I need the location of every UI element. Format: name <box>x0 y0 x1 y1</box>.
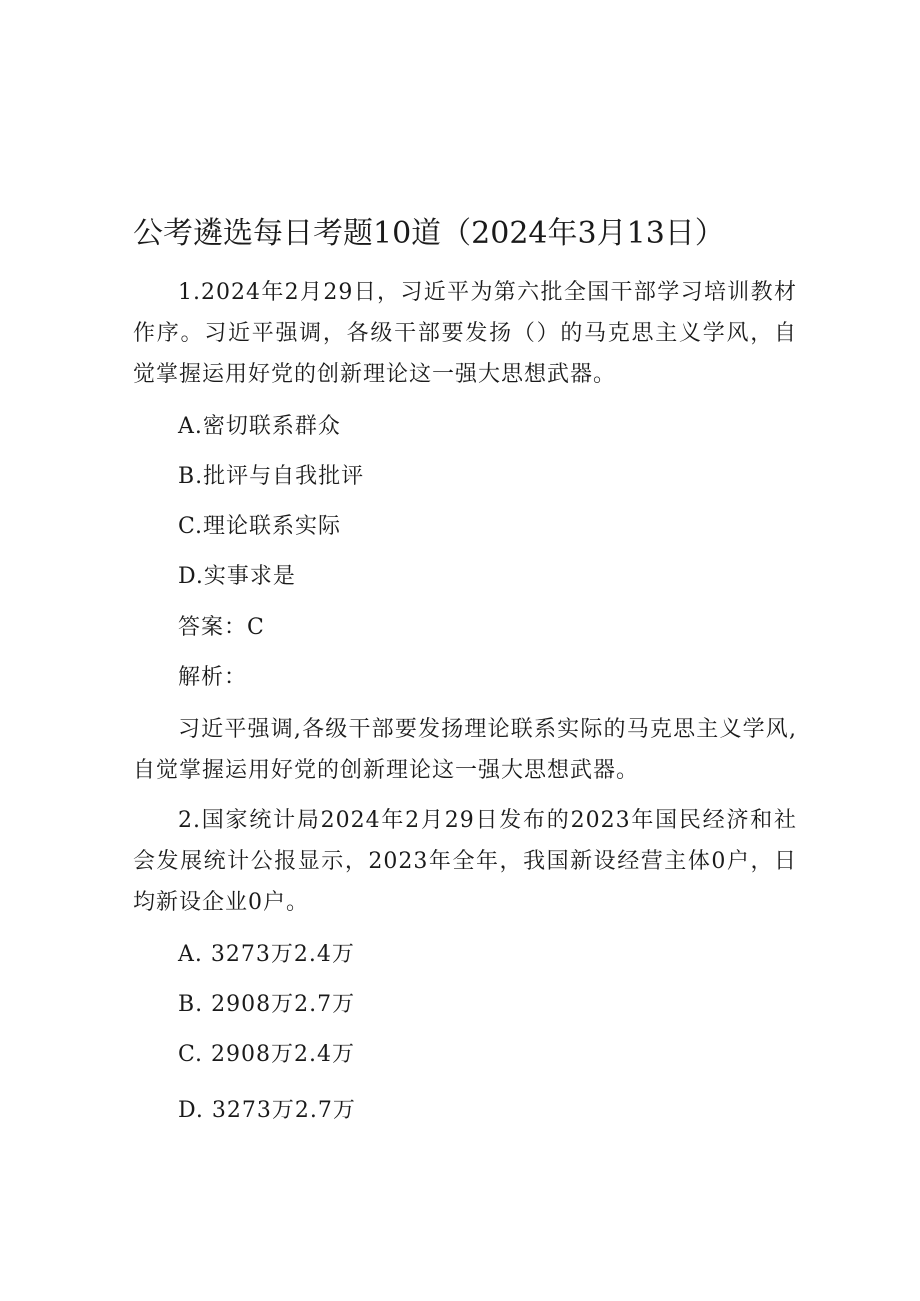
question-2-option-c: C. 2908万2.4万 <box>178 1042 356 1067</box>
question-1-option-a: A.密切联系群众 <box>178 414 341 439</box>
question-2-option-a: A. 3273万2.4万 <box>178 942 355 967</box>
question-1-option-c: C.理论联系实际 <box>178 514 342 539</box>
question-2-option-d: D. 3273万2.7万 <box>178 1098 356 1123</box>
question-1-option-d: D.实事求是 <box>178 564 296 589</box>
question-1-stem: 1.2024年2月29日，习近平为第六批全国干部学习培训教材作序。习近平强调，各级干部要发扬（）的马克思主义学风，自觉掌握运用好党的创新理论这一强大思想武器。 <box>133 280 797 387</box>
question-2-option-b: B. 2908万2.7万 <box>178 992 356 1017</box>
question-1-answer: 答案：C <box>178 615 265 640</box>
question-1-option-b: B.批评与自我批评 <box>178 464 365 489</box>
question-1-analysis-text: 习近平强调,各级干部要发扬理论联系实际的马克思主义学风,自觉掌握运用好党的创新理论这一强大思想武器。 <box>133 717 797 783</box>
document-title: 公考遴选每日考题10道（2024年3月13日） <box>133 216 725 251</box>
question-2-stem: 2.国家统计局2024年2月29日发布的2023年国民经济和社会发展统计公报显示，2023年全年，我国新设经营主体0户，日均新设企业0户。 <box>133 808 797 915</box>
question-1-analysis-label: 解析： <box>178 665 248 690</box>
